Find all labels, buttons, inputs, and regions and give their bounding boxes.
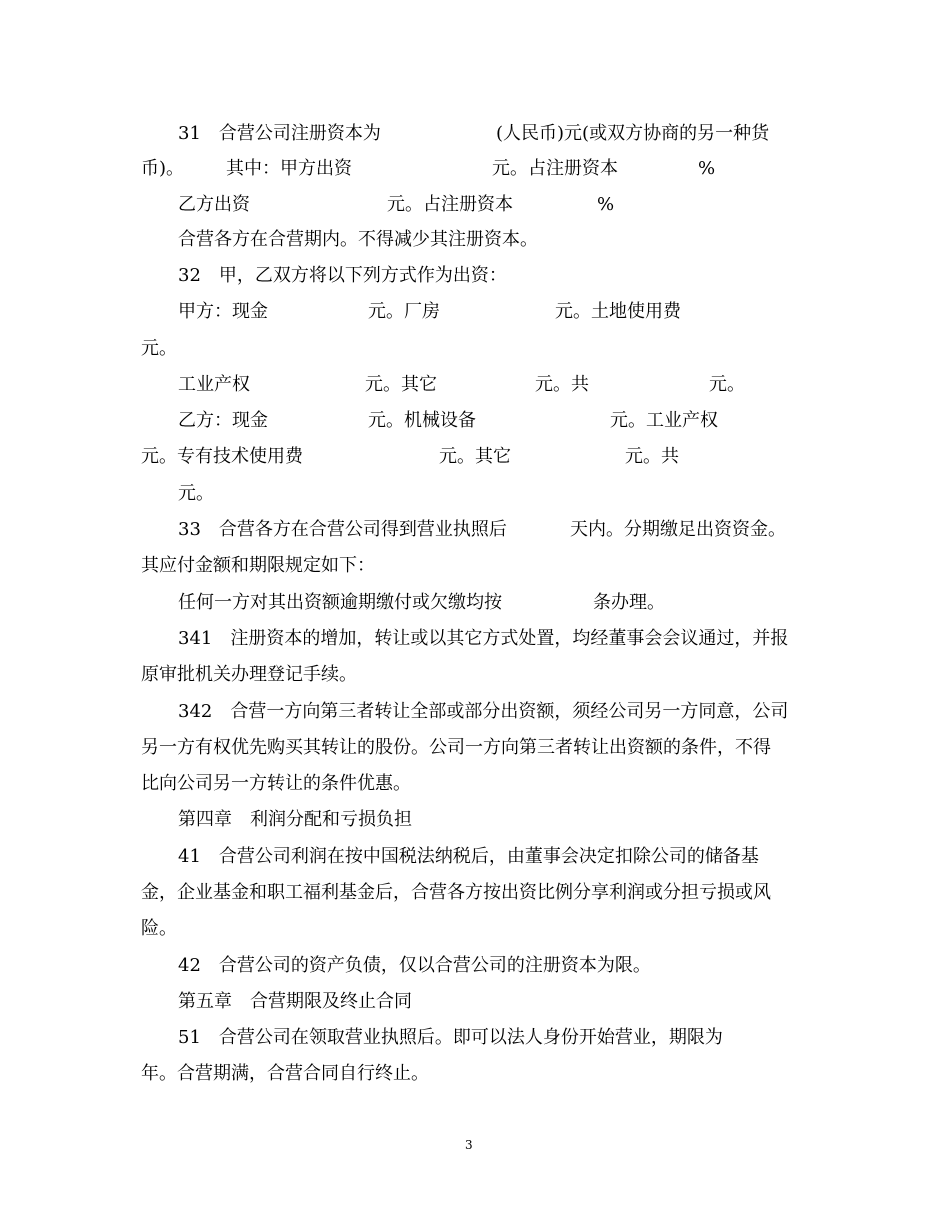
text-line: 甲方：现金 bbox=[178, 301, 268, 322]
text-line: 元。土地使用费 bbox=[555, 301, 681, 322]
chapter-heading: 第五章 合营期限及终止合同 bbox=[178, 991, 412, 1012]
text-line: 元。共 bbox=[535, 374, 589, 395]
text-line: 另一方有权优先购买其转让的股份。公司一方向第三者转让出资额的条件，不得 bbox=[141, 737, 771, 758]
text-line: 其应付金额和期限规定如下： bbox=[141, 555, 375, 576]
text-line: 元。专有技术使用费 bbox=[141, 446, 303, 467]
text-line: 比向公司另一方转让的条件优惠。 bbox=[141, 773, 411, 794]
text-line: 32 甲，乙双方将以下列方式作为出资： bbox=[178, 265, 507, 286]
text-line: (人民币)元(或双方协商的另一种货 bbox=[496, 123, 770, 144]
chapter-heading: 第四章 利润分配和亏损负担 bbox=[178, 809, 412, 830]
text-line: 原审批机关办理登记手续。 bbox=[141, 664, 357, 685]
text-line: 条办理。 bbox=[593, 592, 665, 613]
text-line: 41 合营公司利润在按中国税法纳税后，由董事会决定扣除公司的储备基 bbox=[178, 846, 759, 867]
text-line: 51 合营公司在领取营业执照后。即可以法人身份开始营业，期限为 bbox=[178, 1027, 723, 1048]
text-line: 元。占注册资本 bbox=[492, 158, 618, 179]
text-line: 元。 bbox=[141, 338, 177, 359]
text-line: 天内。分期缴足出资资金。 bbox=[570, 519, 786, 540]
text-line: 乙方出资 bbox=[178, 194, 250, 215]
text-line: 金，企业基金和职工福利基金后，合营各方按出资比例分享利润或分担亏损或风 bbox=[141, 882, 771, 903]
text-line: 其中：甲方出资 bbox=[226, 158, 352, 179]
text-line: 合营各方在合营期内。不得减少其注册资本。 bbox=[178, 229, 538, 250]
text-line: 元。 bbox=[709, 374, 745, 395]
text-line: 元。其它 bbox=[439, 446, 511, 467]
text-line: 任何一方对其出资额逾期缴付或欠缴均按 bbox=[178, 592, 502, 613]
text-line: 元。共 bbox=[625, 446, 679, 467]
text-line: 工业产权 bbox=[178, 374, 250, 395]
text-line: 元。厂房 bbox=[368, 301, 440, 322]
text-line: 341 注册资本的增加，转让或以其它方式处置，均经董事会会议通过，并报 bbox=[178, 628, 789, 649]
text-line: % bbox=[597, 194, 615, 215]
text-line: 33 合营各方在合营公司得到营业执照后 bbox=[178, 519, 507, 540]
text-line: 42 合营公司的资产负债，仅以合营公司的注册资本为限。 bbox=[178, 955, 651, 976]
text-line: 币)。 bbox=[141, 158, 185, 179]
text-line: % bbox=[698, 158, 716, 179]
text-line: 年。合营期满，合营合同自行终止。 bbox=[141, 1063, 429, 1084]
text-line: 元。 bbox=[178, 483, 214, 504]
text-line: 元。机械设备 bbox=[368, 410, 476, 431]
text-line: 乙方：现金 bbox=[178, 410, 268, 431]
text-line: 元。其它 bbox=[365, 374, 437, 395]
text-line: 342 合营一方向第三者转让全部或部分出资额，须经公司另一方同意，公司 bbox=[178, 701, 789, 722]
text-line: 元。占注册资本 bbox=[387, 194, 513, 215]
page-number: 3 bbox=[465, 1138, 473, 1152]
text-line: 元。工业产权 bbox=[610, 410, 718, 431]
text-line: 31 合营公司注册资本为 bbox=[178, 123, 381, 144]
text-line: 险。 bbox=[141, 918, 177, 939]
